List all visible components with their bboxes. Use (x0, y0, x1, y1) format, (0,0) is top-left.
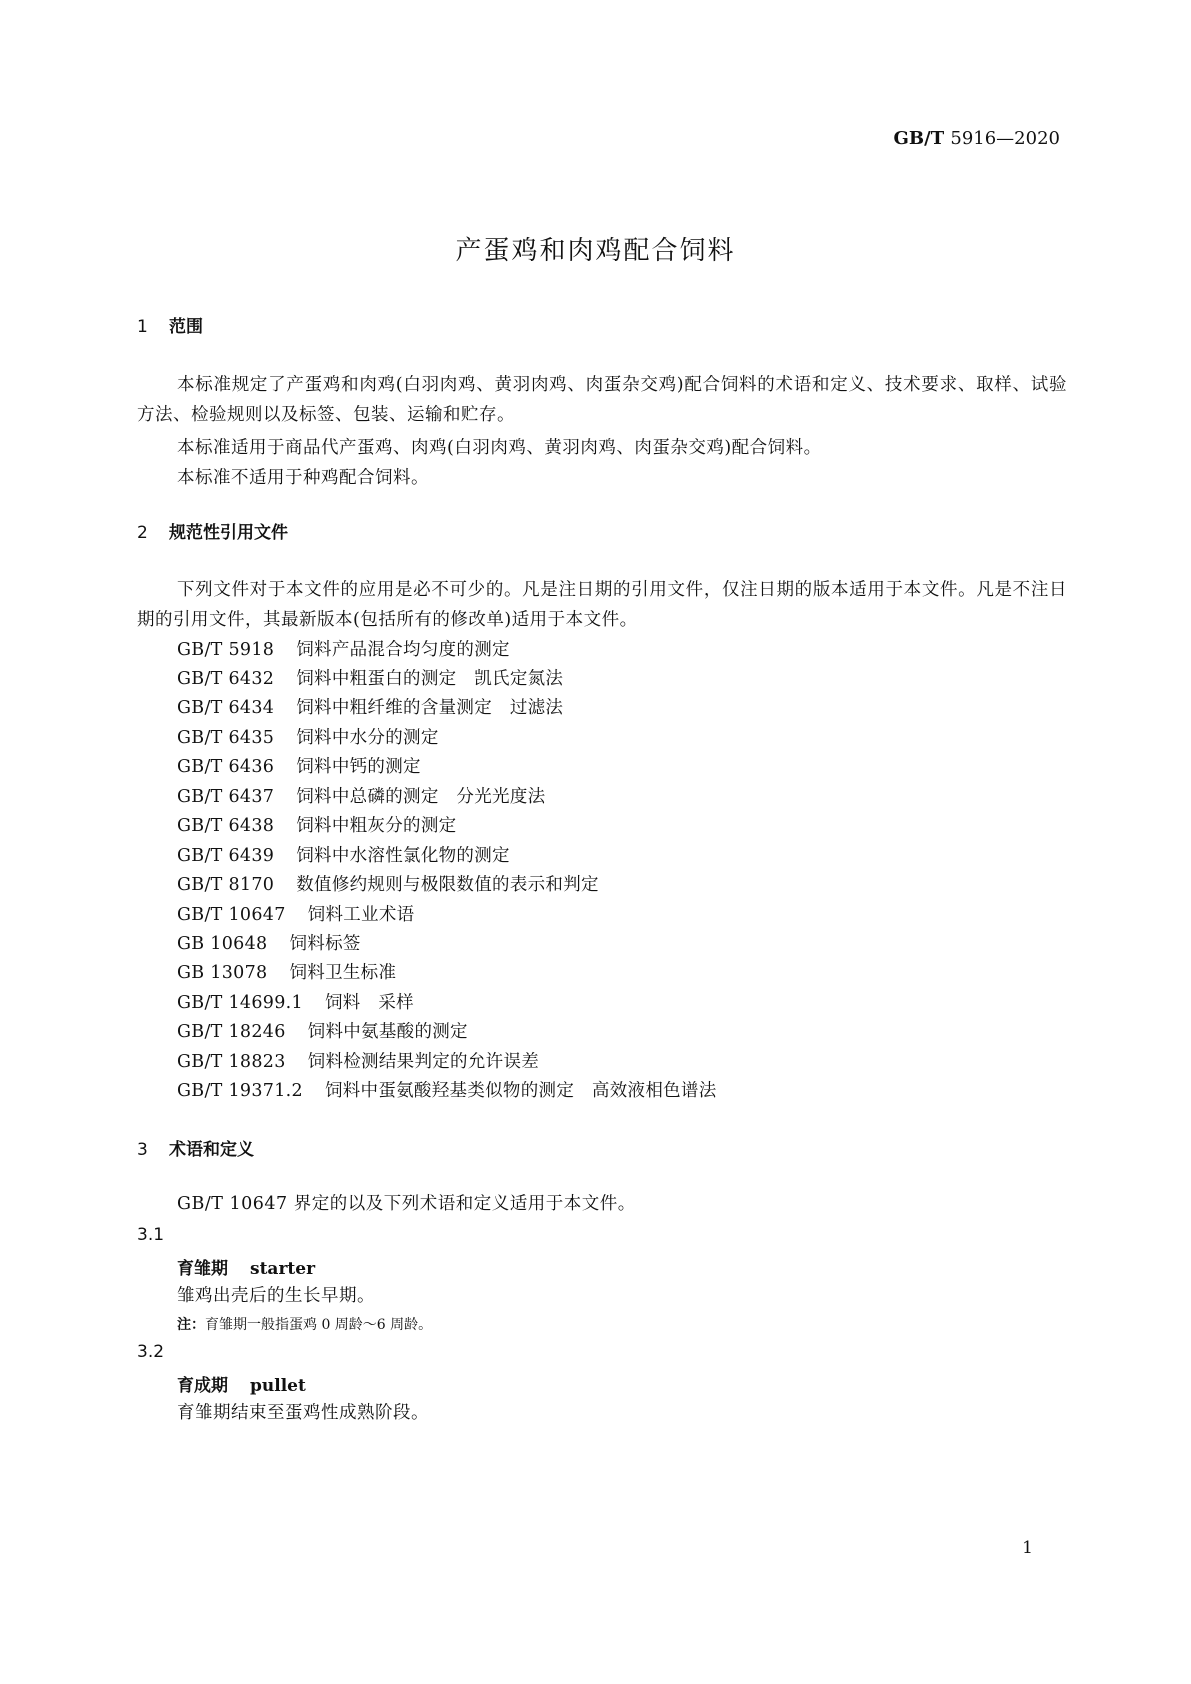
reference-code: GB 13078 (177, 963, 268, 983)
section-title: 范围 (169, 317, 203, 337)
reference-item (177, 783, 545, 808)
section-heading-scope (137, 312, 203, 337)
standard-code (894, 128, 1060, 149)
section-heading-normative-references (137, 518, 288, 543)
reference-title: 数值修约规则与极限数值的表示和判定 (296, 875, 599, 895)
note-label: 注： (177, 1317, 205, 1333)
reference-item (177, 724, 439, 749)
reference-code: GB/T 5918 (177, 640, 275, 660)
standard-code-number: 5916—2020 (950, 128, 1060, 149)
reference-item (177, 989, 414, 1014)
term-heading (177, 1254, 315, 1279)
term-english: pullet (250, 1376, 306, 1396)
scope-paragraph-1: 本标准规定了产蛋鸡和肉鸡(白羽肉鸡、黄羽肉鸡、肉蛋杂交鸡)配合饲料的术语和定义、技术要求、取样、试验方法、检验规则以及标签、包装、运输和贮存。 (137, 375, 1067, 425)
reference-code: GB/T 19371.2 (177, 1081, 303, 1101)
note-text: 育雏期一般指蛋鸡 0 周龄～6 周龄。 (205, 1317, 433, 1333)
reference-title: 饲料 采样 (324, 993, 414, 1013)
reference-code: GB/T 6434 (177, 698, 275, 718)
reference-title: 饲料检测结果判定的允许误差 (307, 1052, 540, 1072)
reference-code: GB/T 6439 (177, 846, 275, 866)
reference-code: GB/T 8170 (177, 875, 275, 895)
scope-paragraph-2: 本标准适用于商品代产蛋鸡、肉鸡(白羽肉鸡、黄羽肉鸡、肉蛋杂交鸡)配合饲料。 (177, 438, 822, 458)
reference-code: GB/T 6438 (177, 816, 275, 836)
section-heading-terms-definitions (137, 1135, 254, 1160)
reference-title: 饲料工业术语 (307, 905, 415, 925)
terms-intro: GB/T 10647 界定的以及下列术语和定义适用于本文件。 (177, 1194, 636, 1214)
clause-number: 3.2 (137, 1342, 165, 1362)
term-english: starter (250, 1259, 316, 1279)
normative-intro: 下列文件对于本文件的应用是必不可少的。凡是注日期的引用文件，仅注日期的版本适用于本文件。凡是不注日期的引用文件，其最新版本(包括所有的修改单)适用于本文件。 (137, 580, 1067, 630)
reference-item (177, 753, 421, 778)
standard-code-prefix: GB/T (893, 128, 945, 149)
reference-code: GB/T 6436 (177, 757, 275, 777)
reference-item (177, 901, 414, 926)
section-number: 3 (137, 1140, 148, 1160)
term-definition: 育雏期结束至蛋鸡性成熟阶段。 (177, 1403, 429, 1423)
reference-item (177, 694, 563, 719)
section-number: 1 (137, 317, 148, 337)
term-definition: 雏鸡出壳后的生长早期。 (177, 1286, 375, 1306)
reference-code: GB/T 6435 (177, 728, 275, 748)
reference-code: GB/T 18823 (177, 1052, 286, 1072)
reference-item (177, 665, 563, 690)
clause-number: 3.1 (137, 1225, 165, 1245)
reference-item (177, 812, 456, 837)
reference-title: 饲料中总磷的测定 分光光度法 (296, 787, 546, 807)
reference-item (177, 1048, 539, 1073)
section-number: 2 (137, 523, 148, 543)
reference-code: GB/T 6437 (177, 787, 275, 807)
reference-code: GB/T 10647 (177, 905, 286, 925)
reference-title: 饲料中水溶性氯化物的测定 (296, 846, 510, 866)
term-chinese: 育雏期 (177, 1259, 228, 1279)
document-title: 产蛋鸡和肉鸡配合饲料 (455, 236, 736, 266)
reference-code: GB/T 6432 (177, 669, 275, 689)
reference-title: 饲料中蛋氨酸羟基类似物的测定 高效液相色谱法 (324, 1081, 717, 1101)
reference-item (177, 1018, 468, 1043)
reference-title: 饲料中钙的测定 (296, 757, 421, 777)
section-title: 规范性引用文件 (169, 523, 288, 543)
reference-title: 饲料中水分的测定 (296, 728, 439, 748)
term-note (177, 1314, 432, 1334)
reference-title: 饲料中氨基酸的测定 (307, 1022, 468, 1042)
reference-item (177, 636, 510, 661)
reference-title: 饲料卫生标准 (289, 963, 397, 983)
term-heading (177, 1371, 306, 1396)
scope-paragraph-3: 本标准不适用于种鸡配合饲料。 (177, 468, 429, 488)
reference-item (177, 959, 396, 984)
reference-code: GB/T 18246 (177, 1022, 286, 1042)
reference-title: 饲料标签 (289, 934, 361, 954)
reference-title: 饲料中粗蛋白的测定 凯氏定氮法 (296, 669, 564, 689)
reference-title: 饲料产品混合均匀度的测定 (296, 640, 510, 660)
reference-title: 饲料中粗灰分的测定 (296, 816, 457, 836)
reference-title: 饲料中粗纤维的含量测定 过滤法 (296, 698, 564, 718)
reference-item (177, 1077, 717, 1102)
reference-code: GB 10648 (177, 934, 268, 954)
section-title: 术语和定义 (169, 1140, 254, 1160)
term-chinese: 育成期 (177, 1376, 228, 1396)
reference-code: GB/T 14699.1 (177, 993, 303, 1013)
page-number: 1 (1022, 1538, 1033, 1558)
reference-item (177, 930, 361, 955)
reference-item (177, 842, 510, 867)
reference-item (177, 871, 599, 896)
